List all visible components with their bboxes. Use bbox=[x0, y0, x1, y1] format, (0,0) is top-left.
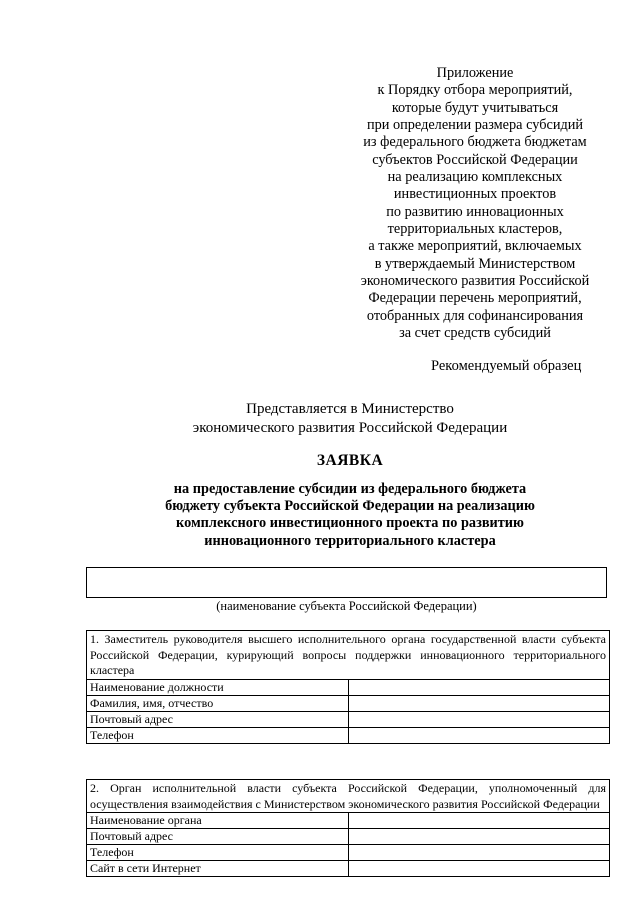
subject-name-field[interactable] bbox=[86, 567, 607, 598]
postal-address-label: Почтовый адрес bbox=[87, 711, 349, 727]
appendix-line: за счет средств субсидий bbox=[399, 325, 551, 342]
appendix-line: на реализацию комплексных bbox=[387, 169, 563, 186]
appendix-line: которые будут учитываться bbox=[391, 99, 559, 116]
full-name-field[interactable] bbox=[348, 695, 610, 711]
phone-label: Телефон bbox=[87, 845, 349, 861]
table-row bbox=[87, 829, 610, 845]
subtitle-line: бюджету субъекта Российской Федерации на реализацию bbox=[165, 498, 535, 515]
position-label: Наименование должности bbox=[87, 679, 349, 695]
section2-heading: 2. Орган исполнительной власти субъекта Российской Федерации, уполномоченный для осуществления взаимодействия с Министерством экономического развития Российской Федерации bbox=[87, 780, 610, 813]
sample-label: Рекомендуемый образец bbox=[431, 358, 582, 374]
document-title: ЗАЯВКА bbox=[316, 452, 384, 469]
table-row bbox=[87, 695, 610, 711]
appendix-line: а также мероприятий, включаемых bbox=[368, 238, 582, 255]
table-row bbox=[87, 711, 610, 727]
submitted-to-line: Представляется в Министерство bbox=[246, 401, 454, 417]
subtitle-line: инновационного территориального кластера bbox=[204, 532, 496, 549]
appendix-line: при определении размера субсидий bbox=[366, 117, 584, 134]
appendix-line: по развитию инновационных bbox=[386, 203, 564, 220]
appendix-header bbox=[325, 65, 625, 343]
phone-field[interactable] bbox=[348, 845, 610, 861]
submitted-to bbox=[130, 400, 570, 438]
section1-table bbox=[86, 630, 610, 744]
appendix-line: в утверждаемый Министерством bbox=[374, 255, 576, 272]
section1-heading: 1. Заместитель руководителя высшего исполнительного органа государственной власти субъекта Российской Федерации, курирующий вопросы поддержки инновационного территориального кластера bbox=[87, 631, 610, 680]
subtitle-line: комплексного инвестиционного проекта по развитию bbox=[176, 515, 524, 532]
appendix-line: отобранных для софинансирования bbox=[366, 307, 584, 324]
table-row bbox=[87, 845, 610, 861]
position-field[interactable] bbox=[348, 679, 610, 695]
postal-address-label: Почтовый адрес bbox=[87, 829, 349, 845]
postal-address-field[interactable] bbox=[348, 829, 610, 845]
subject-name-caption: (наименование субъекта Российской Федерации) bbox=[216, 599, 477, 613]
postal-address-field[interactable] bbox=[348, 711, 610, 727]
agency-name-label: Наименование органа bbox=[87, 813, 349, 829]
appendix-line: субъектов Российской Федерации bbox=[372, 151, 578, 168]
appendix-line: Федерации перечень мероприятий, bbox=[368, 290, 582, 307]
table-row bbox=[87, 679, 610, 695]
document-subtitle bbox=[110, 481, 590, 550]
section2-table bbox=[86, 779, 610, 877]
website-label: Сайт в сети Интернет bbox=[87, 861, 349, 877]
appendix-line: к Порядку отбора мероприятий, bbox=[377, 82, 573, 99]
website-field[interactable] bbox=[348, 861, 610, 877]
table-row bbox=[87, 727, 610, 743]
table-row bbox=[87, 813, 610, 829]
full-name-label: Фамилия, имя, отчество bbox=[87, 695, 349, 711]
agency-name-field[interactable] bbox=[348, 813, 610, 829]
subtitle-line: на предоставление субсидии из федерального бюджета bbox=[173, 481, 527, 497]
appendix-line: из федерального бюджета бюджетам bbox=[363, 134, 587, 151]
appendix-line: инвестиционных проектов bbox=[393, 186, 557, 203]
appendix-line: территориальных кластеров, bbox=[387, 221, 563, 238]
submitted-to-line: экономического развития Российской Федерации bbox=[192, 420, 508, 436]
table-row bbox=[87, 861, 610, 877]
appendix-line: экономического развития Российской bbox=[360, 273, 590, 290]
phone-field[interactable] bbox=[348, 727, 610, 743]
phone-label: Телефон bbox=[87, 727, 349, 743]
appendix-line: Приложение bbox=[436, 65, 514, 81]
